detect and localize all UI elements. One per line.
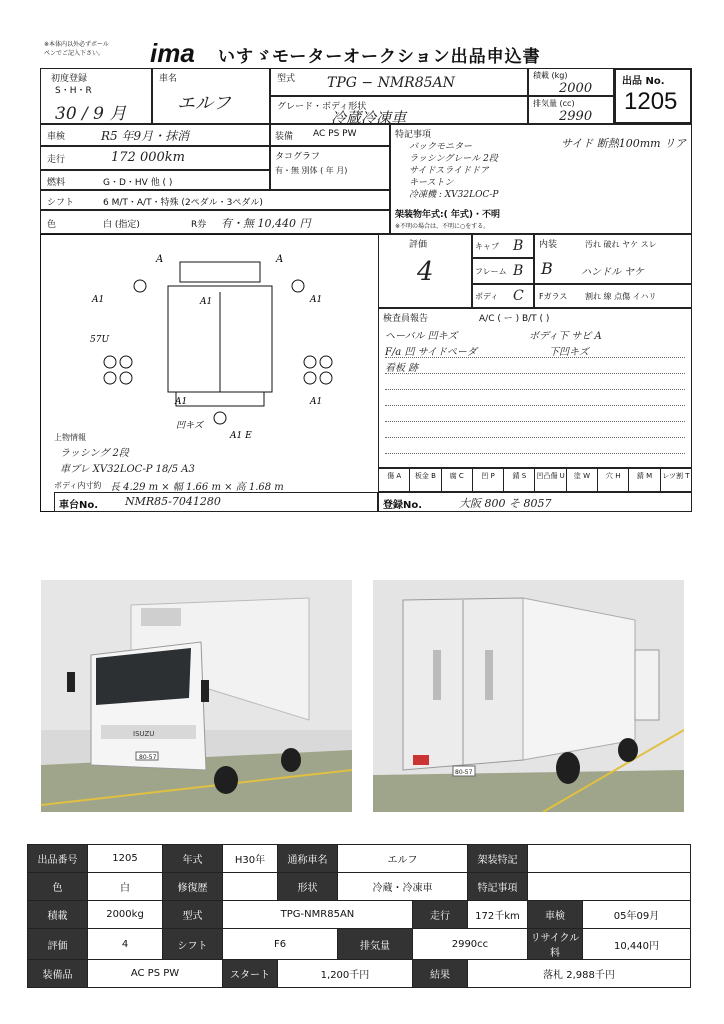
front-photo[interactable] (41, 580, 352, 812)
color-cell: 色 白 (指定) R券 有・無 10,440 円 (40, 210, 390, 234)
table-row: 評価 4 シフト F6 排気量 2990cc リサイクル料 10,440円 (28, 929, 691, 960)
tacho-cell: タコグラフ 有・無 別体 ( 年 月) (270, 146, 390, 190)
svg-text:80-57: 80-57 (455, 769, 473, 776)
displacement-value: 2990 (559, 109, 593, 124)
body-cell: ボディ C (472, 284, 534, 308)
inspector-report-cell: 検査員報告 A/C ( ー ) B/T ( ) ヘーバル 凹キズ ボディ下 サビ A F/a 凹 サイドペーダ 下凹キズ 看板 跡 (378, 308, 692, 468)
svg-text:A1: A1 (175, 397, 188, 407)
interior-cell: 内装 汚れ 破れ ヤケ スレ B ハンドル ヤケ (534, 234, 692, 284)
fuel-cell: 燃料 G・D・HV 他 ( ) (40, 170, 270, 190)
svg-text:80-57: 80-57 (139, 754, 157, 761)
color-value: 白 (指定) (103, 220, 140, 230)
tacho-value: 有・無 別体 ( 年 月) (275, 166, 348, 175)
shift-cell: シフト 6 M/T・A/T・特殊 (2ペダル・3ペダル) (40, 190, 390, 210)
table-row: 出品番号 1205 年式 H30年 通称車名 エルフ 架装特記 (28, 845, 691, 873)
frame-cell: フレーム B (472, 258, 534, 284)
fuel-value: G・D・HV 他 ( ) (103, 178, 173, 188)
notes-side: サイド 断熱100mm リア (561, 137, 687, 150)
car-name-cell: 車名 エルフ (152, 68, 270, 124)
car-name-value: エルフ (177, 93, 231, 114)
first-reg-value: 30 / 9 月 (55, 104, 127, 124)
pen-notice: ※本体内以外必ずボールペンでご記入下さい。 (44, 41, 109, 57)
chassis-number: NMR85-7041280 (125, 495, 221, 508)
svg-text:A1: A1 (310, 295, 323, 305)
load-cell: 積載 (kg) 2000 (528, 68, 614, 96)
model-cell: 型式 TPG − NMR85AN (270, 68, 528, 96)
svg-text:A1 E: A1 E (230, 431, 252, 441)
glass-cell: Fガラス 割れ 線 点傷 イハリ (534, 284, 692, 308)
notes-cell: 特記事項 バックモニター ラッシングレール 2段 サイドスライドドア キーストン 冷凍機 : XV32LOC-P サイド 断熱100mm リア 架装物年式:( 年式)・不明 ※不明の場合は、不明に○をする。 (390, 124, 692, 234)
body-dimensions: 長 4.29 m × 幅 1.66 m × 高 1.68 m (110, 482, 284, 493)
first-reg-cell: 初度登録 S・H・R 30 / 9 月 (40, 68, 152, 124)
table-row: 積載 2000kg 型式 TPG-NMR85AN 走行 172千km 車検 05年09月 (28, 901, 691, 929)
svg-text:A: A (276, 254, 284, 265)
rear-photo[interactable] (373, 580, 684, 812)
svg-text:ISUZU: ISUZU (133, 730, 155, 738)
damage-legend: 傷 A 板金 B 腐 C 凹 P 錆 S 凹凸傷 U 塗 W 穴 H 錆 M レツ割 T (378, 468, 692, 492)
table-row: 色 白 修復歴 形状 冷蔵・冷凍車 特記事項 (28, 873, 691, 901)
svg-text:57U: 57U (90, 335, 110, 345)
svg-text:凹キズ: 凹キズ (176, 421, 203, 431)
score-cell: 評価 4 (378, 234, 472, 308)
svg-text:A: A (156, 254, 164, 265)
model-value: TPG − NMR85AN (327, 75, 455, 91)
spec-table (27, 844, 691, 988)
recycle-value: 有・無 10,440 円 (221, 217, 311, 230)
cargo-line-1: ラッシング 2段 (60, 448, 129, 459)
auction-sheet: ※本体内以外必ずボールペンでご記入下さい。 ima いすゞモーターオークション出品申込書 初度登録 S・H・R 30 / 9 月 車名 エルフ 型式 TPG − NMR85AN グレード・ボディ形状 冷蔵冷凍車 積載 (kg) 2000 排気量 (cc) 2990 出品 No. 1205 車検 R5 年9月・抹消 走行 172 000km 燃料 G・D・HV 他 ( ) シフト 6 M/T・A/T・特殊 (2ペダル・3ペダル) 色 白 (指定) R券 有・無 10,440 円 装備 AC PS PW タコグラフ 有・無 別体 ( 年 月) 特記事項 バックモニター ラッシングレール 2段 サイドスライドドア キーストン 冷凍機 : XV32LOC-P サイド 断熱100mm リア 架装物年式:( 年式)・不明 ※不明の場合は、不明に○をする。 A A A1 A1 A1 57U A1 A1 凹キズ A1 E 上物情報 ラッシング 2段 車ブレ XV32LOC-P 18/5 A3 ボディ内寸約 長 4.29 m × 幅 1.66 m × 高 1.68 m 車台No. NMR85-7041280 登録No. 大阪 800 そ 8057 評価 4 キャブ B フレーム B ボディ C 内装 汚れ 破れ ヤケ スレ B ハンドル ヤケ Fガラス 割れ 線 点傷 イハリ 検査員報告 A/C ( ー ) B/T ( ) ヘーバル 凹キズ ボディ下 サビ A F/a 凹 サイドペーダ 下凹キズ 看板 跡 傷 A 板金 B 腐 C 凹 P 錆 S 凹凸傷 U 塗 W 穴 H 錆 M レツ割 T (40, 36, 692, 522)
cab-cell: キャブ B (472, 234, 534, 258)
registration-number: 大阪 800 そ 8057 (459, 497, 552, 510)
svg-text:A1: A1 (200, 297, 213, 307)
shift-value: 6 M/T・A/T・特殊 (2ペダル・3ペダル) (103, 198, 263, 208)
chassis-cell: 車台No. NMR85-7041280 (54, 492, 378, 512)
table-row: 装備品 AC PS PW スタート 1,200千円 結果 落札 2,988千円 (28, 960, 691, 988)
load-value: 2000 (559, 81, 593, 96)
displacement-cell: 排気量 (cc) 2990 (528, 96, 614, 124)
lot-number-cell: 出品 No. 1205 (614, 68, 692, 124)
score-value: 4 (417, 257, 434, 287)
cargo-line-2: 車ブレ XV32LOC-P 18/5 A3 (60, 464, 195, 475)
inspection-cell: 車検 R5 年9月・抹消 (40, 124, 270, 146)
registration-cell: 登録No. 大阪 800 そ 8057 (378, 492, 692, 512)
sheet-title: いすゞモーターオークション出品申込書 (218, 47, 541, 67)
truck-diagram (80, 242, 360, 442)
equipment-value: AC PS PW (313, 129, 357, 139)
grade-cell: グレード・ボディ形状 冷蔵冷凍車 (270, 96, 528, 124)
equipment-cell: 装備 AC PS PW (270, 124, 390, 146)
lot-number: 1205 (624, 88, 678, 115)
mileage-value: 172 000km (111, 150, 185, 165)
grade-value: 冷蔵冷凍車 (331, 109, 407, 127)
svg-text:A1: A1 (92, 295, 105, 305)
mileage-cell: 走行 172 000km (40, 146, 270, 170)
inspection-value: R5 年9月・抹消 (101, 129, 190, 143)
ima-logo: ima (150, 38, 195, 68)
svg-text:A1: A1 (310, 397, 323, 407)
